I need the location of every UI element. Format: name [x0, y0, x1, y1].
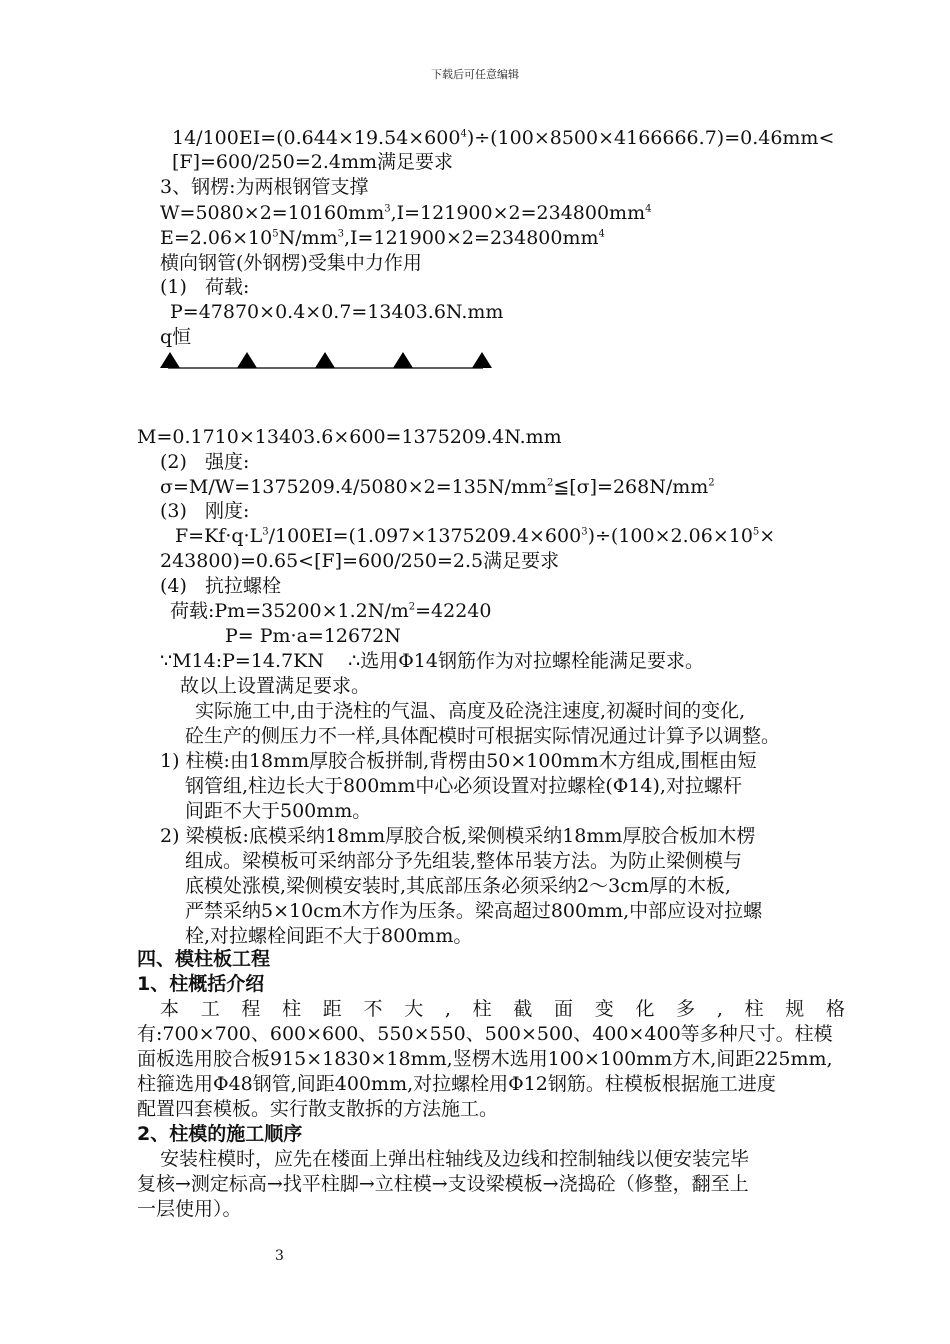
section-heading: 四、模柱板工程 [137, 948, 271, 970]
stiffness-subheading: (3) 刚度: [160, 500, 250, 522]
beam-support-diagram [160, 350, 495, 372]
stress-check-line: $\sigma=M/W=1375209.4/5080\times 2=135N/mm^2≦[\sigma]=268N/mm^2$ [160, 476, 715, 498]
beam-form-item-cont: 严禁采纳5×10cm木方作为压条。梁高超过800mm,中部应设对拉螺 [185, 900, 763, 922]
support-triangle [160, 352, 180, 368]
deflection-check-line: [F]=600/250=2.4mm满足要求 [172, 151, 454, 173]
column-form-item-cont: 间距不大于500mm。 [185, 800, 372, 822]
tie-bolt-subheading: (4) 抗拉螺栓 [160, 575, 282, 597]
support-triangle [393, 352, 413, 368]
beam-form-item-cont: 栓,对拉螺栓间距不大于800mm。 [185, 925, 473, 947]
support-triangle [237, 352, 257, 368]
sequence-paragraph-line: 安装柱模时，应先在楼面上弹出柱轴线及边线和控制轴线以便安装完毕 [160, 1148, 750, 1170]
bolt-force-line: P= Pm·a=12672N [225, 625, 401, 647]
page-number: 3 [275, 1248, 284, 1264]
intro-paragraph-line: 面板选用胶合板915×1830×18mm,竖楞木选用100×100mm方木,间距225mm, [137, 1048, 833, 1070]
concentrated-load-line: 横向钢管(外钢楞)受集中力作用 [160, 252, 422, 274]
dead-load-label: q恒 [160, 326, 192, 348]
support-triangle [472, 352, 492, 368]
beam-form-item: 2) 梁模板:底模采纳18mm厚胶合板,梁侧模采纳18mm厚胶合板加木楞 [160, 825, 756, 847]
sequence-paragraph-line: 一层使用）。 [137, 1198, 242, 1220]
deflection-formula-line: $14/100EI=(0.644\times 19.54\times 600^4)\div(100\times 8500\times 4166666.7)=0.46mm<$ [172, 127, 835, 149]
beam-form-item-cont: 底模处涨模,梁侧模安装时,其底部压条必须采纳2～3cm厚的木板, [185, 875, 731, 897]
strength-subheading: (2) 强度: [160, 451, 250, 473]
section-modulus-line: $W=5080\times 2=10160mm^3,I=121900\times 2=234800mm^4$ [160, 202, 652, 224]
beam-form-item-cont: 组成。梁模板可采纳部分予先组装,整体吊装方法。为防止梁侧模与 [185, 850, 743, 872]
moment-line: M=0.1710×13403.6×600=1375209.4N.mm [137, 426, 562, 448]
intro-paragraph-line: 本工程柱距不大,柱截面变化多,柱规格 [160, 998, 845, 1020]
support-triangle [315, 352, 335, 368]
load-subheading: (1) 荷载: [160, 276, 250, 298]
intro-paragraph-line: 配置四套模板。实行散支散拆的方法施工。 [137, 1098, 499, 1120]
intro-paragraph-line: 有:700×700、600×600、550×550、500×500、400×400等多种尺寸。柱模 [137, 1023, 833, 1045]
elastic-modulus-line: $E=2.06\times 10^5N/mm^3,I=121900\times 2=234800mm^4$ [160, 227, 605, 249]
paragraph-line: 砼生产的侧压力不一样,具体配模时可根据实际情况通过计算予以调整。 [185, 725, 781, 747]
column-form-item: 1) 柱模:由18mm厚胶合板拼制,背楞由50×100mm木方组成,围框由短 [160, 750, 757, 772]
paragraph-line: 实际施工中,由于浇柱的气温、高度及砼浇注速度,初凝时间的变化, [195, 700, 746, 722]
sequence-paragraph-line: 复核→测定标高→找平柱脚→立柱模→支设梁模板→浇捣砼（修整，翻至上 [137, 1173, 749, 1195]
intro-paragraph-line: 柱箍选用Φ48钢管,间距400mm,对拉螺栓用Φ12钢筋。柱模板根据施工进度 [137, 1073, 776, 1095]
load-value-line: P=47870×0.4×0.7=13403.6N.mm [170, 301, 504, 323]
subsection-heading: 2、柱模的施工顺序 [137, 1123, 303, 1145]
steel-ridge-heading: 3、钢楞:为两根钢管支撑 [160, 176, 369, 198]
subsection-heading: 1、柱概括介绍 [137, 973, 265, 995]
bolt-load-line: 荷载$:Pm=35200\times 1.2N/m^2=42240$ [170, 600, 492, 622]
stiffness-formula-line: $F=Kf\cdot q\cdot L^3/100EI=(1.097\times 1375209.4\times 600^3)\div(100\times 2.06\times 10^5\times$ [175, 525, 776, 547]
page-header: 下载后可任意编辑 [431, 68, 519, 81]
bolt-selection-line: ∵M14:P=14.7KN ∴选用Φ14钢筋作为对拉螺栓能满足要求。 [160, 650, 704, 672]
stiffness-check-line: 243800)=0.65<[F]=600/250=2.5满足要求 [160, 550, 560, 572]
conclusion-line: 故以上设置满足要求。 [180, 675, 371, 697]
column-form-item-cont: 钢管组,柱边长大于800mm中心必须设置对拉螺栓(Φ14),对拉螺杆 [185, 775, 742, 797]
